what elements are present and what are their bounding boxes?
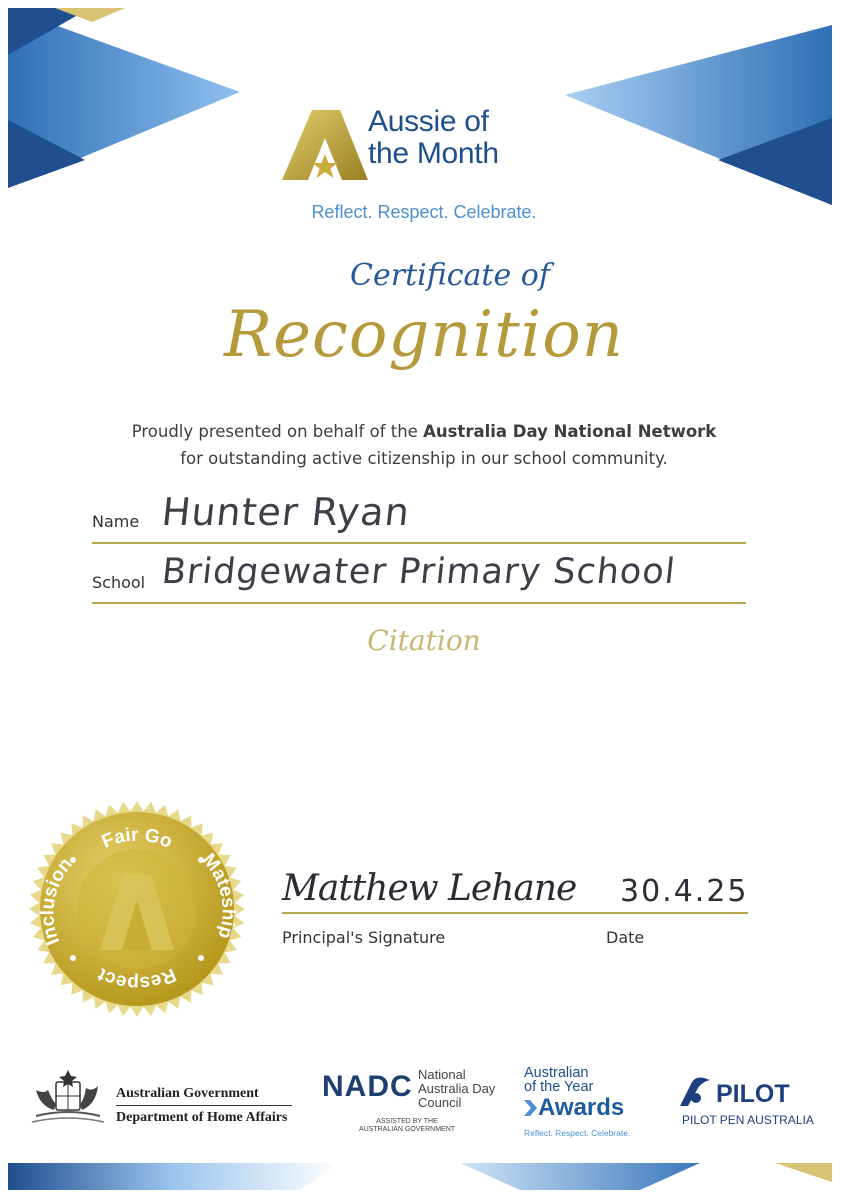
aoty-tagline: Reflect. Respect. Celebrate. (524, 1128, 631, 1138)
svg-text:Mateship (198, 850, 239, 941)
pilot-subtitle: PILOT PEN AUSTRALIA (682, 1113, 814, 1127)
brand-title (368, 106, 588, 170)
pilot-logo-icon (676, 1076, 712, 1110)
bottom-band-left (8, 1163, 340, 1190)
svg-text:Respect (94, 963, 179, 993)
svg-text:Fair Go (99, 825, 175, 853)
school-line (92, 602, 746, 604)
seal-word-3: Respect (94, 963, 180, 994)
brand-title-line2: the Month (368, 137, 499, 170)
certificate-title-large: Recognition (223, 298, 625, 372)
nadc-logo: NADC (322, 1070, 413, 1103)
pilot-logo-text: PILOT (716, 1080, 790, 1108)
nadc-assisted: ASSISTED BY THE AUSTRALIAN GOVERNMENT (358, 1118, 456, 1133)
school-label: School (92, 573, 146, 592)
presentation-text (0, 418, 848, 472)
date-label: Date (606, 928, 645, 947)
certificate-title-small: Certificate of (350, 258, 550, 293)
signature-line (282, 912, 748, 914)
citation-label: Citation (367, 624, 481, 657)
brand-tagline: Reflect. Respect. Celebrate. (311, 202, 537, 222)
chevron-right-icon (522, 1098, 538, 1118)
nadc-fullname: National Australia Day Council (418, 1067, 496, 1110)
name-value: Hunter Ryan (159, 490, 413, 534)
seal-words (28, 800, 246, 1018)
aoty-title: Australian of the Year (524, 1065, 594, 1095)
gov-line-1: Australian Government (116, 1086, 259, 1101)
presentation-line-1: Proudly presented on behalf of the Australia Day National Network (131, 422, 717, 441)
seal-word-1: Fair Go (98, 824, 176, 853)
name-label: Name (92, 512, 140, 531)
coat-of-arms-icon (26, 1066, 110, 1130)
gov-line-2: Department of Home Affairs (116, 1110, 288, 1125)
school-value: Bridgewater Primary School (159, 552, 678, 592)
presentation-line-2: for outstanding active citizenship in our school community. (180, 449, 668, 468)
gov-divider (116, 1105, 292, 1106)
principal-signature: Matthew Lehane (282, 868, 577, 909)
name-line (92, 542, 746, 544)
seal-word-4: Inclusion (37, 854, 77, 949)
date-value: 30.4.25 (620, 874, 749, 909)
brand-title-line1: Aussie of (368, 105, 489, 138)
bottom-band-center (460, 1163, 700, 1190)
aussie-logo-icon (282, 108, 368, 182)
signature-label: Principal's Signature (282, 928, 446, 947)
svg-text:Inclusion (37, 854, 76, 948)
seal-word-2: Mateship (197, 849, 239, 941)
aoty-awards: Awards (538, 1094, 625, 1121)
